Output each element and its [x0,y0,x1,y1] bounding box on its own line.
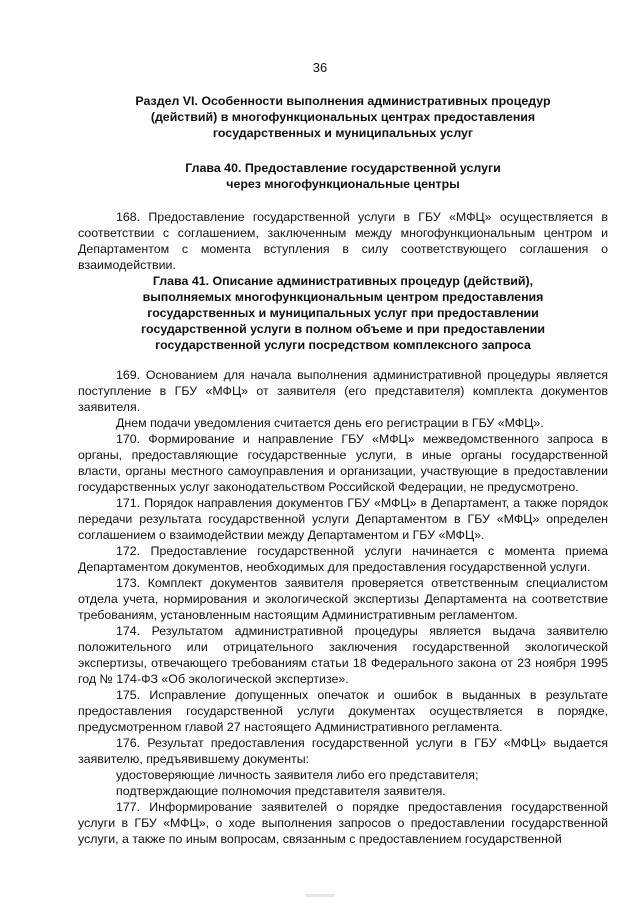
section-title [78,93,608,141]
section-title-line: государственных и муниципальных услуг [212,126,474,140]
paragraph-169-note: Днем подачи уведомления считается день его регистрации в ГБУ «МФЦ». [116,416,544,430]
chapter-title-line: через многофункциональные центры [226,177,460,191]
paragraph-177: 177. Информирование заявителей о порядке предоставления государственной услуги в ГБУ «МФЦ», о ходе выполнения запросов о предоставлении государственной услуги, а также по иным вопросам, связанным с предоставлением государственной [78,800,608,846]
paragraph-176-item: удостоверяющие личность заявителя либо его представителя; [116,768,479,782]
footer-mark [305,894,335,897]
paragraph-168: 168. Предоставление государственной услуги в ГБУ «МФЦ» осуществляется в соответствии с соглашением, заключенным между многофункциональным центром и Департаментом с момента вступления в силу соответствующего соглашения о взаимодействии. [78,210,608,272]
paragraph-175: 175. Исправление допущенных опечаток и ошибок в выданных в результате предоставления государственной услуги документах осуществляется в порядке, предусмотренном главой 27 настоящего Административного регламента. [78,688,608,734]
paragraph-176: 176. Результат предоставления государственной услуги в ГБУ «МФЦ» выдается заявителю, предъявившему документы: [78,736,608,766]
chapter-40-title [78,160,608,192]
chapter-title-line: выполняемых многофункциональным центром предоставления [142,290,544,304]
paragraph-169: 169. Основанием для начала выполнения административной процедуры является поступление в ГБУ «МФЦ» от заявителя (его представителя) комплекта документов заявителя. [78,368,608,414]
paragraph-176-item: подтверждающие полномочия представителя заявителя. [116,784,446,798]
section-title-line: (действий) в многофункциональных центрах предоставления [150,110,536,124]
page-content [78,90,608,847]
paragraph-174: 174. Результатом административной процедуры является выдача заявителю положительного или отрицательного заключения государственной экологической экспертизы, отвечающего требованиям статьи 18 Федерального закона от 23 ноября 1995 год № 174-ФЗ «Об экологической экспертизе». [78,624,608,686]
paragraph-170: 170. Формирование и направление ГБУ «МФЦ» межведомственного запроса в органы, предоставляющие государственные услуги, в иные органы государственной власти, органы местного самоуправления и организации, участвующие в предоставлении государственных услуг законодательством Российской Федерации, не предусмотрено. [78,432,608,494]
chapter-41-title [78,273,608,353]
chapter-title-line: государственной услуги посредством комплексного запроса [155,338,531,352]
chapter-title-line: государственной услуги в полном объеме и при предоставлении [141,322,545,336]
page-number: 36 [312,60,328,75]
chapter-title-line: Глава 41. Описание административных процедур (действий), [152,274,534,288]
chapter-title-line: Глава 40. Предоставление государственной услуги [185,161,501,175]
chapter-title-line: государственных и муниципальных услуг при предоставлении [147,306,539,320]
paragraph-171: 171. Порядок направления документов ГБУ «МФЦ» в Департамент, а также порядок передачи результата государственной услуги Департаментом в ГБУ «МФЦ» определен соглашением о взаимодействии между Департаментом и ГБУ «МФЦ». [78,496,608,542]
paragraph-172: 172. Предоставление государственной услуги начинается с момента приема Департаментом документов, необходимых для предоставления государственной услуги. [78,544,608,574]
section-title-line: Раздел VI. Особенности выполнения административных процедур [135,94,551,108]
paragraph-173: 173. Комплект документов заявителя проверяется ответственным специалистом отдела учета, нормирования и экологической экспертизы Департамента на соответствие требованиям, установленным настоящим Административным регламентом. [78,576,608,622]
